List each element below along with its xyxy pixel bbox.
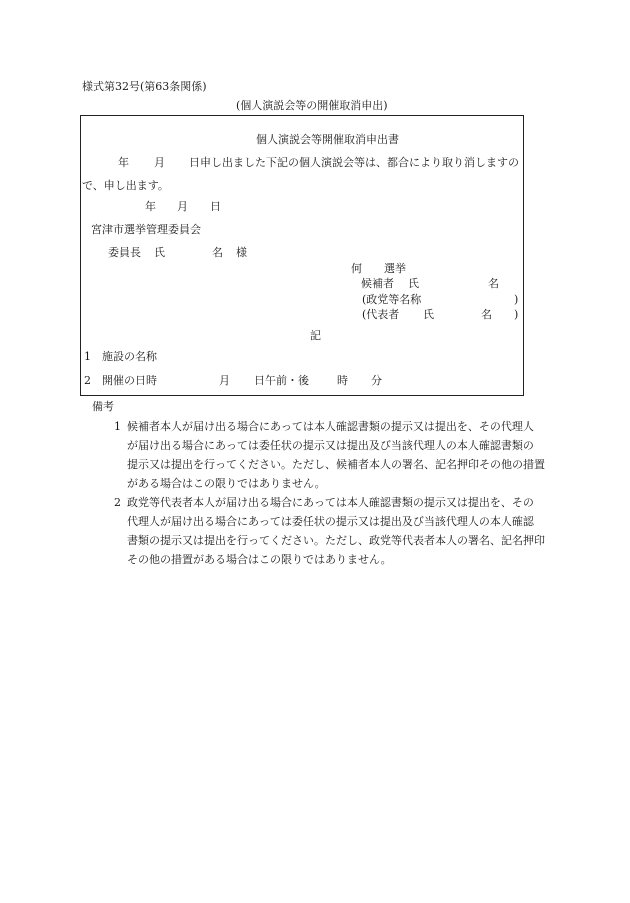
item-2-hour: 時	[337, 374, 348, 387]
cand-kouho: 候補者	[361, 277, 394, 290]
chair-sama: 様	[236, 246, 247, 259]
request-line2: で、申し出ます。	[82, 179, 169, 192]
submit-month-label: 月	[177, 200, 188, 213]
note-2-line-1: 政党等代表者本人が届け出る場合にあっては本人確認書類の提示又は提出を、その	[127, 496, 534, 509]
cand-rep-shi: 氏	[423, 308, 434, 321]
cand-shi: 氏	[408, 277, 419, 290]
cand-senkyo: 選挙	[384, 262, 406, 275]
request-month-label: 月	[154, 156, 165, 169]
submit-day-label: 日	[210, 200, 221, 213]
cand-party-open: (政党等名称	[362, 293, 422, 306]
note-1-line-1: 候補者本人が届け出る場合にあっては本人確認書類の提示又は提出を、その代理人	[127, 420, 534, 433]
item-2-number: 2	[84, 374, 91, 387]
item-2-label: 開催の日時	[102, 374, 157, 387]
cand-rep-open: (代表者	[362, 308, 400, 321]
submit-year-label: 年	[145, 200, 156, 213]
request-day-label: 日	[189, 156, 200, 169]
item-1-number: 1	[84, 350, 91, 363]
note-2-line-3: 書類の提示又は提出を行ってください。ただし、政党等代表者本人の署名、記名押印	[127, 534, 545, 547]
form-subtitle: (個人演説会等の開催取消申出)	[236, 99, 388, 112]
note-2-number: 2	[114, 496, 121, 509]
note-1-line-2: が届け出る場合にあっては委任状の提示又は提出及び当該代理人の本人確認書類の	[127, 439, 534, 452]
cand-mei: 名	[488, 277, 499, 290]
remarks-heading: 備考	[92, 400, 114, 413]
note-2-line-4: その他の措置がある場合はこの限りではありません。	[127, 553, 392, 566]
note-2-line-2: 代理人が届け出る場合にあっては委任状の提示又は提出及び当該代理人の本人確認	[127, 515, 534, 528]
item-2-day: 日午前・後	[254, 374, 309, 387]
item-1-label: 施設の名称	[102, 350, 157, 363]
request-year-label: 年	[118, 156, 129, 169]
note-1-line-4: がある場合はこの限りではありません。	[127, 477, 326, 490]
request-line1-text: 申し出ました下記の個人演説会等は、都合により取り消しますの	[200, 156, 519, 169]
chair-mei: 名	[212, 246, 223, 259]
cand-nan: 何	[351, 262, 362, 275]
item-2-minute: 分	[371, 374, 382, 387]
chair-prefix: 委員長	[108, 246, 141, 259]
note-1-line-3: 提示又は提出を行ってください。ただし、候補者本人の署名、記名押印その他の措置	[127, 458, 545, 471]
chair-shi: 氏	[154, 246, 165, 259]
ki-mark: 記	[310, 329, 321, 342]
item-2-month: 月	[219, 374, 230, 387]
note-1-number: 1	[114, 420, 121, 433]
cand-rep-mei: 名	[481, 308, 492, 321]
form-title: 個人演説会等開催取消申出書	[256, 133, 399, 146]
cand-rep-close: )	[514, 308, 519, 321]
form-number: 様式第32号(第63条関係)	[82, 80, 207, 93]
committee-name: 宮津市選挙管理委員会	[91, 223, 201, 236]
cand-party-close: )	[514, 293, 519, 306]
